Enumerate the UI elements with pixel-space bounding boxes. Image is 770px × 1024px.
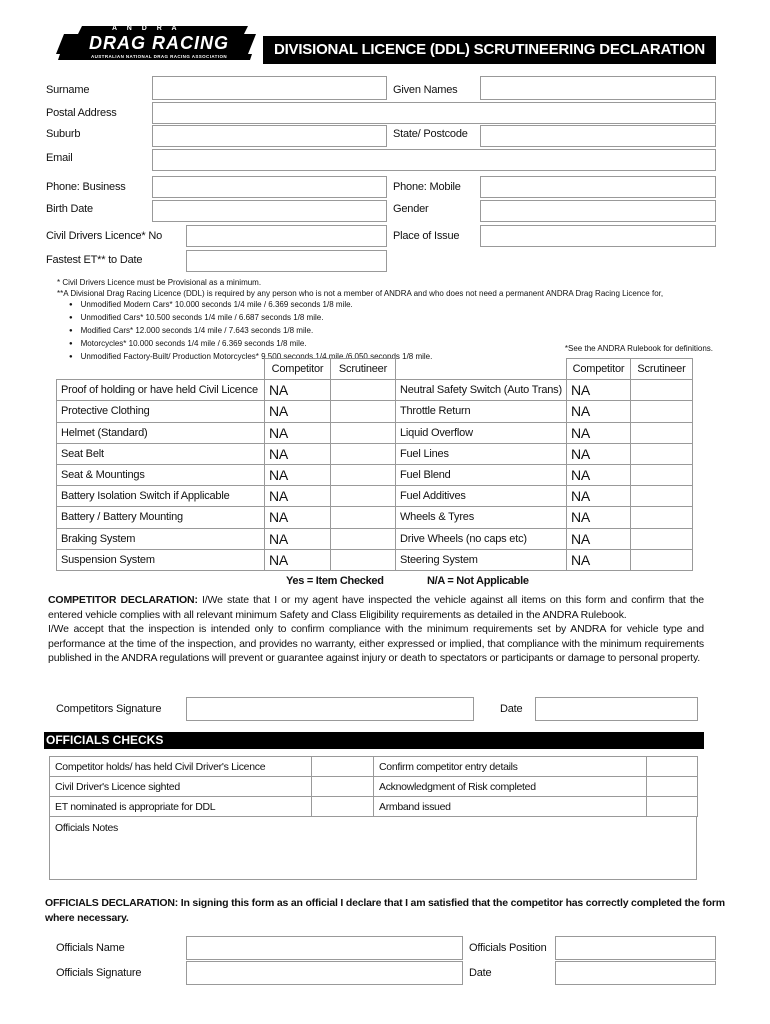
competitor-cell[interactable]: NA (567, 486, 631, 507)
competitor-cell[interactable]: NA (265, 507, 331, 528)
scrutineer-cell[interactable] (631, 507, 693, 528)
postal-address-label: Postal Address (46, 107, 117, 119)
table-row (50, 777, 698, 797)
officials-date-label: Date (469, 967, 492, 979)
place-of-issue-field[interactable] (480, 225, 716, 247)
competitor-cell[interactable]: NA (567, 422, 631, 443)
fastest-et-label: Fastest ET** to Date (46, 254, 143, 266)
table-row (50, 797, 698, 817)
official-check-label: Acknowledgment of Risk completed (374, 777, 647, 797)
check-item-label: Helmet (Standard) (57, 422, 265, 443)
competitor-cell[interactable]: NA (265, 443, 331, 464)
civil-licence-label: Civil Drivers Licence* No (46, 230, 163, 242)
note-bullet: ● Motorcycles* 10.000 seconds 1/4 mile / 6.369 seconds 1/8 mile. (69, 338, 717, 351)
competitor-declaration-text-1: I/We state that I or my agent have inspected the vehicle against all items on this form and confirm that the entered vehicle complies with all relevant minimum Safety and Class Eligibility requirements as detailed in the ANDRA Rulebook. (48, 594, 704, 621)
check-item-label: Fuel Blend (396, 464, 567, 485)
officials-declaration: OFFICIALS DECLARATION: In signing this form as an official I declare that I am satisfied that the competitor has correctly completed the form where necessary. (45, 897, 725, 924)
rulebook-reference: *See the ANDRA Rulebook for definitions. (564, 344, 713, 353)
table-row (57, 528, 693, 549)
official-check-label: Armband issued (374, 797, 647, 817)
official-check-label: Civil Driver's Licence sighted (50, 777, 312, 797)
table-row (57, 464, 693, 485)
logo-sub-text: AUSTRALIAN NATIONAL DRAG RACING ASSOCIATION (90, 54, 228, 59)
check-item-label: Battery / Battery Mounting (57, 507, 265, 528)
check-item-label: Protective Clothing (57, 401, 265, 422)
officials-signature-label: Officials Signature (56, 967, 142, 979)
note-bullet: ● Modified Cars* 12.000 seconds 1/4 mile / 7.643 seconds 1/8 mile. (69, 325, 717, 338)
phone-mobile-label: Phone: Mobile (393, 181, 461, 193)
gender-label: Gender (393, 203, 429, 215)
phone-mobile-field[interactable] (480, 176, 716, 198)
birth-date-field[interactable] (152, 200, 387, 222)
place-of-issue-label: Place of Issue (393, 230, 460, 242)
check-item-label: Seat & Mountings (57, 464, 265, 485)
competitor-column-header: Competitor (265, 359, 331, 380)
given-names-label: Given Names (393, 84, 458, 96)
note-bullet: ● Unmodified Cars* 10.500 seconds 1/4 mile / 6.687 seconds 1/8 mile. (69, 312, 717, 325)
gender-field[interactable] (480, 200, 716, 222)
official-check-label: Competitor holds/ has held Civil Driver's Licence (50, 757, 312, 777)
officials-checks-heading: OFFICIALS CHECKS (44, 732, 704, 749)
competitor-cell[interactable]: NA (567, 507, 631, 528)
scrutineer-cell[interactable] (331, 380, 396, 401)
phone-business-field[interactable] (152, 176, 387, 198)
scrutineer-column-header: Scrutineer (331, 359, 396, 380)
check-item-label: Proof of holding or have held Civil Licence (57, 380, 265, 401)
phone-business-label: Phone: Business (46, 181, 126, 193)
surname-field[interactable] (152, 76, 387, 100)
check-item-label: Neutral Safety Switch (Auto Trans) (396, 380, 567, 401)
check-item-label: Fuel Lines (396, 443, 567, 464)
competitor-cell[interactable]: NA (265, 380, 331, 401)
scrutineer-cell[interactable] (331, 528, 396, 549)
note-line-1: * Civil Drivers Licence must be Provisional as a minimum. (57, 278, 262, 287)
civil-licence-field[interactable] (186, 225, 387, 247)
officials-signature-field[interactable] (186, 961, 463, 985)
official-check-cell[interactable] (647, 777, 698, 797)
competitor-cell[interactable]: NA (567, 380, 631, 401)
competitor-signature-label: Competitors Signature (56, 703, 162, 715)
checklist-header-row (57, 359, 693, 380)
check-item-label: Suspension System (57, 549, 265, 570)
official-check-label: ET nominated is appropriate for DDL (50, 797, 312, 817)
andra-logo (52, 24, 258, 66)
licence-notes (57, 277, 717, 364)
competitor-declaration-heading: COMPETITOR DECLARATION: (48, 594, 198, 606)
state-postcode-label: State/ Postcode (393, 128, 468, 140)
check-item-label: Liquid Overflow (396, 422, 567, 443)
official-check-cell[interactable] (647, 757, 698, 777)
table-row (50, 757, 698, 777)
scrutineer-cell[interactable] (631, 549, 693, 570)
competitor-cell[interactable]: NA (567, 401, 631, 422)
competitor-cell[interactable]: NA (265, 549, 331, 570)
competitor-date-label: Date (500, 703, 523, 715)
note-bullet-list (57, 299, 717, 364)
suburb-label: Suburb (46, 128, 81, 140)
suburb-field[interactable] (152, 125, 387, 147)
competitor-cell[interactable]: NA (265, 528, 331, 549)
scrutineer-cell[interactable] (631, 443, 693, 464)
check-item-label: Drive Wheels (no caps etc) (396, 528, 567, 549)
competitor-date-field[interactable] (535, 697, 698, 721)
check-item-label: Battery Isolation Switch if Applicable (57, 486, 265, 507)
scrutineer-cell[interactable] (631, 401, 693, 422)
note-bullet: ● Unmodified Factory-Built/ Production Motorcycles* 9.500 seconds 1/4 mile /6.050 seconds 1/8 mile. (69, 351, 717, 364)
official-check-cell[interactable] (312, 777, 374, 797)
officials-notes-field[interactable] (49, 816, 697, 880)
scrutineer-cell[interactable] (331, 443, 396, 464)
check-item-label: Steering System (396, 549, 567, 570)
table-row (57, 401, 693, 422)
logo-main-text: DRAG RACING (89, 33, 229, 53)
official-check-label: Confirm competitor entry details (374, 757, 647, 777)
scrutineer-column-header: Scrutineer (631, 359, 693, 380)
officials-checks-table (49, 756, 698, 817)
fastest-et-field[interactable] (186, 250, 387, 272)
check-item-label: Throttle Return (396, 401, 567, 422)
check-item-label: Seat Belt (57, 443, 265, 464)
postal-address-field[interactable] (152, 102, 716, 124)
scrutineer-cell[interactable] (331, 422, 396, 443)
competitor-cell[interactable]: NA (567, 528, 631, 549)
scrutineer-cell[interactable] (631, 528, 693, 549)
table-row (57, 422, 693, 443)
legend-na: N/A = Not Applicable (427, 575, 529, 587)
officials-position-field[interactable] (555, 936, 716, 960)
competitor-cell[interactable]: NA (567, 549, 631, 570)
scrutineer-cell[interactable] (631, 486, 693, 507)
table-row (57, 443, 693, 464)
table-row (57, 549, 693, 570)
competitor-cell[interactable]: NA (265, 464, 331, 485)
competitor-cell[interactable]: NA (567, 464, 631, 485)
officials-position-label: Officials Position (469, 942, 547, 954)
logo-top-text: A N D R A (112, 25, 181, 32)
scrutineer-cell[interactable] (631, 380, 693, 401)
table-row (57, 486, 693, 507)
scrutineer-cell[interactable] (331, 401, 396, 422)
email-field[interactable] (152, 149, 716, 171)
competitor-cell[interactable]: NA (265, 422, 331, 443)
official-check-cell[interactable] (312, 757, 374, 777)
check-item-label: Wheels & Tyres (396, 507, 567, 528)
legend-yes: Yes = Item Checked (286, 575, 384, 587)
check-item-label: Fuel Additives (396, 486, 567, 507)
note-bullet: ● Unmodified Modern Cars* 10.000 seconds 1/4 mile / 6.369 seconds 1/8 mile. (69, 299, 717, 312)
official-check-cell[interactable] (647, 797, 698, 817)
competitor-cell[interactable]: NA (567, 443, 631, 464)
officials-date-field[interactable] (555, 961, 716, 985)
competitor-signature-field[interactable] (186, 697, 474, 721)
check-item-label: Braking System (57, 528, 265, 549)
competitor-declaration-text-2: I/We accept that the inspection is intended only to confirm compliance with the minimum requirements set by ANDRA for vehicle type and performance at the time of the inspection, and provides no warranty, either expressed or implied, that compliance with the minimum requirements published in the ANDRA regulations will prevent or guarantee against injury or death to spectators or participants or damage to personal property. (48, 623, 704, 664)
scrutineer-cell[interactable] (331, 486, 396, 507)
scrutineer-cell[interactable] (331, 464, 396, 485)
scrutineer-cell[interactable] (331, 549, 396, 570)
table-row (57, 380, 693, 401)
scrutineer-cell[interactable] (631, 464, 693, 485)
email-label: Email (46, 152, 73, 164)
scrutineer-cell[interactable] (631, 422, 693, 443)
surname-label: Surname (46, 84, 90, 96)
form-title: DIVISIONAL LICENCE (DDL) SCRUTINEERING DECLARATION (263, 36, 716, 64)
table-row (57, 507, 693, 528)
competitor-column-header: Competitor (567, 359, 631, 380)
official-check-cell[interactable] (312, 797, 374, 817)
scrutineer-cell[interactable] (331, 507, 396, 528)
officials-name-label: Officials Name (56, 942, 125, 954)
birth-date-label: Birth Date (46, 203, 93, 215)
officials-name-field[interactable] (186, 936, 463, 960)
state-postcode-field[interactable] (480, 125, 716, 147)
officials-notes-label: Officials Notes (55, 822, 118, 834)
note-line-2: **A Divisional Drag Racing Licence (DDL) is required by any person who is not a member of ANDRA and who does not need a permanent ANDRA Drag Racing Licence for, (57, 289, 664, 298)
given-names-field[interactable] (480, 76, 716, 100)
competitor-declaration (48, 593, 704, 666)
competitor-cell[interactable]: NA (265, 486, 331, 507)
competitor-cell[interactable]: NA (265, 401, 331, 422)
scrutineering-checklist (56, 358, 693, 571)
